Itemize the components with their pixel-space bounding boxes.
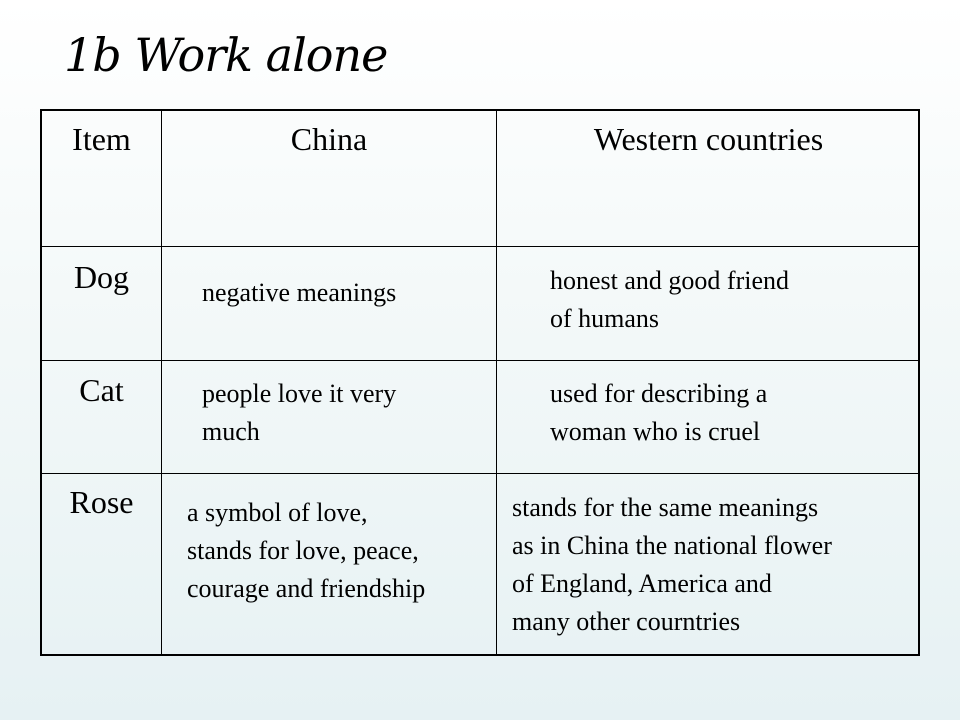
row-label-dog: Dog [73,259,130,295]
rose-china-meaning: a symbol of love, stands for love, peace, courage and friendship [187,498,426,603]
header-western-countries: Western countries [593,121,824,157]
row-divider [42,246,918,247]
column-divider [496,111,497,654]
cat-china-meaning: people love it very much [202,379,397,446]
row-label-cat: Cat [79,372,124,408]
row-divider [42,360,918,361]
dog-western-meaning: honest and good friend of humans [550,266,790,333]
dog-china-meaning: negative meanings [202,278,397,307]
column-divider [161,111,162,654]
cat-western-meaning: used for describing a woman who is cruel [550,379,768,446]
rose-western-meaning: stands for the same meanings as in China the national flower of England, America and many other courntries [512,493,832,636]
header-item: Item [72,121,131,157]
row-divider [42,473,918,474]
header-china: China [290,121,368,157]
slide-title: 1b Work alone [64,28,388,82]
comparison-table [40,109,920,656]
row-label-rose: Rose [69,484,134,520]
